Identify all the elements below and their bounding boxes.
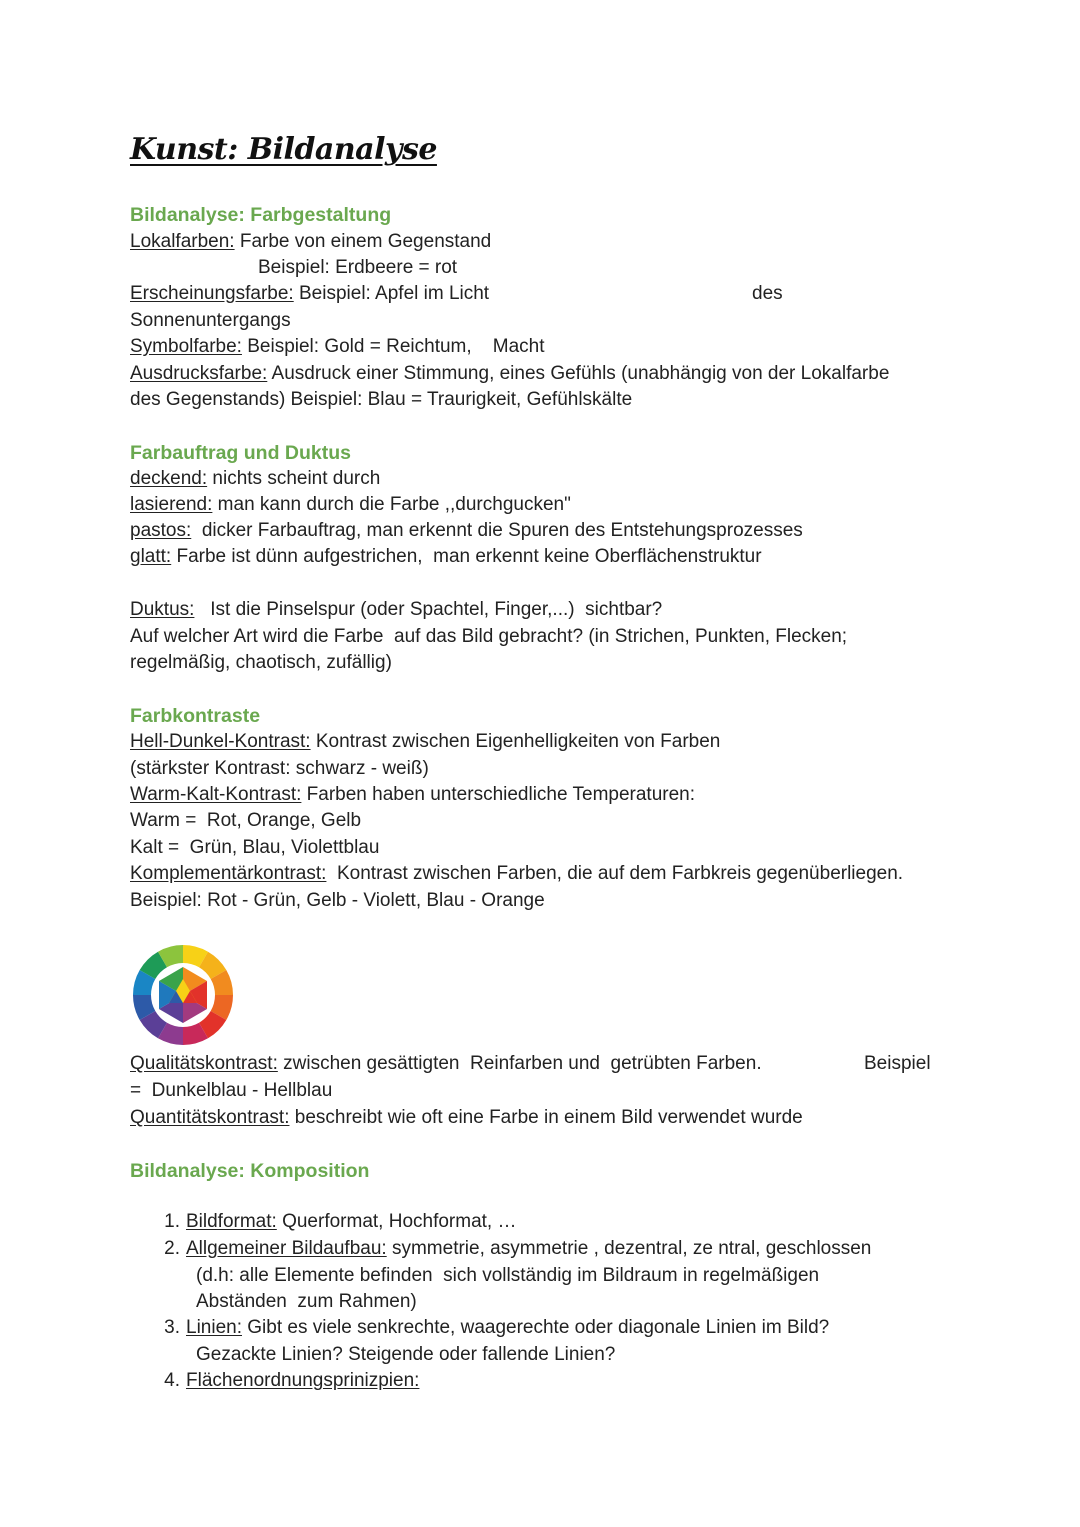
glatt-line <box>130 544 762 570</box>
list-number: 4. <box>164 1370 180 1391</box>
glatt-text: Farbe ist dünn aufgestrichen, man erkennt keine Oberflächenstruktur <box>171 546 762 567</box>
section-heading-komposition: Bildanalyse: Komposition <box>130 1160 370 1182</box>
term-komplementaer: Komplementärkontrast: <box>130 863 327 884</box>
term-hell-dunkel: Hell-Dunkel-Kontrast: <box>130 731 311 752</box>
list-item <box>148 1209 517 1235</box>
term-glatt: glatt: <box>130 546 172 567</box>
list-number: 2. <box>164 1238 180 1259</box>
duktus-line2: Auf welcher Art wird die Farbe auf das Bild gebracht? (in Strichen, Punkten, Flecken; <box>130 626 848 647</box>
hell-dunkel-text: Kontrast zwischen Eigenhelligkeiten von Farben <box>310 731 721 752</box>
deckend-line <box>130 466 380 492</box>
linien-cont1: Gezackte Linien? Steigende oder fallende Linien? <box>196 1344 616 1365</box>
quantitaet-text: beschreibt wie oft eine Farbe in einem Bild verwendet wurde <box>289 1107 803 1128</box>
term-linien: Linien: <box>186 1317 242 1338</box>
lasierend-line <box>130 492 571 518</box>
komplementaer-line <box>130 861 903 887</box>
ausdrucksfarbe-cont: des Gegenstands) Beispiel: Blau = Traurigkeit, Gefühlskälte <box>130 389 633 410</box>
linien-text: Gibt es viele senkrechte, waagerechte oder diagonale Linien im Bild? <box>242 1317 830 1338</box>
quantitaet-line <box>130 1105 803 1131</box>
kalt-line: Kalt = Grün, Blau, Violettblau <box>130 837 380 858</box>
erscheinungsfarbe-cont: Sonnenuntergangs <box>130 310 291 331</box>
term-duktus: Duktus: <box>130 599 195 620</box>
lasierend-text: man kann durch die Farbe ,,durchgucken" <box>212 494 571 515</box>
term-quantitaet: Quantitätskontrast: <box>130 1107 290 1128</box>
symbolfarbe-text: Beispiel: Gold = Reichtum, Macht <box>241 336 545 357</box>
deckend-text: nichts scheint durch <box>207 468 381 489</box>
color-wheel-icon <box>131 943 235 1047</box>
term-warm-kalt: Warm-Kalt-Kontrast: <box>130 784 302 805</box>
term-erscheinungsfarbe: Erscheinungsfarbe: <box>130 283 294 304</box>
symbolfarbe-line <box>130 334 545 360</box>
term-deckend: deckend: <box>130 468 208 489</box>
warm-kalt-line <box>130 782 695 808</box>
erscheinungsfarbe-des: des <box>752 283 783 304</box>
term-flaechenordnung: Flächenordnungsprinizpien: <box>186 1370 420 1391</box>
page-title: Kunst: Bildanalyse <box>130 132 437 167</box>
lokalfarben-example: Beispiel: Erdbeere = rot <box>258 257 458 278</box>
term-qualitaet: Qualitätskontrast: <box>130 1053 278 1074</box>
duktus-line3: regelmäßig, chaotisch, zufällig) <box>130 652 392 673</box>
duktus-line <box>130 597 662 623</box>
bildaufbau-cont1: (d.h: alle Elemente befinden sich vollständig im Bildraum in regelmäßigen <box>196 1265 820 1286</box>
lokalfarben-text: Farbe von einem Gegenstand <box>234 231 492 252</box>
qualitaet-cont: = Dunkelblau - Hellblau <box>130 1080 333 1101</box>
bildaufbau-cont2: Abständen zum Rahmen) <box>196 1291 417 1312</box>
term-symbolfarbe: Symbolfarbe: <box>130 336 242 357</box>
term-lasierend: lasierend: <box>130 494 213 515</box>
pastos-line <box>130 518 803 544</box>
term-bildaufbau: Allgemeiner Bildaufbau: <box>186 1238 387 1259</box>
bildformat-text: Querformat, Hochformat, … <box>276 1211 517 1232</box>
term-bildformat: Bildformat: <box>186 1211 277 1232</box>
term-pastos: pastos: <box>130 520 192 541</box>
list-number: 1. <box>164 1211 180 1232</box>
erscheinungsfarbe-text: Beispiel: Apfel im Licht <box>293 283 490 304</box>
term-ausdrucksfarbe: Ausdrucksfarbe: <box>130 363 268 384</box>
list-item <box>148 1368 419 1394</box>
bildaufbau-text: symmetrie, asymmetrie , dezentral, ze ntral, geschlossen <box>386 1238 872 1259</box>
erscheinungsfarbe-line <box>130 281 489 307</box>
qualitaet-text: zwischen gesättigten Reinfarben und getrübten Farben. <box>277 1053 762 1074</box>
list-number: 3. <box>164 1317 180 1338</box>
lokalfarben-line <box>130 229 491 255</box>
duktus-text: Ist die Pinselspur (oder Spachtel, Finger,...) sichtbar? <box>194 599 663 620</box>
term-lokalfarben: Lokalfarben: <box>130 231 235 252</box>
section-heading-farbkontraste: Farbkontraste <box>130 705 261 727</box>
hell-dunkel-cont: (stärkster Kontrast: schwarz - weiß) <box>130 758 429 779</box>
hell-dunkel-line <box>130 729 720 755</box>
pastos-text: dicker Farbauftrag, man erkennt die Spuren des Entstehungsprozesses <box>191 520 803 541</box>
komplementaer-text: Kontrast zwischen Farben, die auf dem Farbkreis gegenüberliegen. <box>326 863 904 884</box>
ausdrucksfarbe-text: Ausdruck einer Stimmung, eines Gefühls (unabhängig von der Lokalfarbe <box>267 363 890 384</box>
qualitaet-line <box>130 1051 762 1077</box>
list-item <box>148 1315 829 1341</box>
warm-line: Warm = Rot, Orange, Gelb <box>130 810 362 831</box>
section-heading-farbgestaltung: Bildanalyse: Farbgestaltung <box>130 204 392 226</box>
warm-kalt-text: Farben haben unterschiedliche Temperaturen: <box>301 784 696 805</box>
section-heading-farbauftrag: Farbauftrag und Duktus <box>130 442 352 464</box>
komplementaer-example: Beispiel: Rot - Grün, Gelb - Violett, Blau - Orange <box>130 890 545 911</box>
list-item <box>148 1236 871 1262</box>
qualitaet-beispiel: Beispiel <box>864 1053 931 1074</box>
ausdrucksfarbe-line <box>130 361 889 387</box>
